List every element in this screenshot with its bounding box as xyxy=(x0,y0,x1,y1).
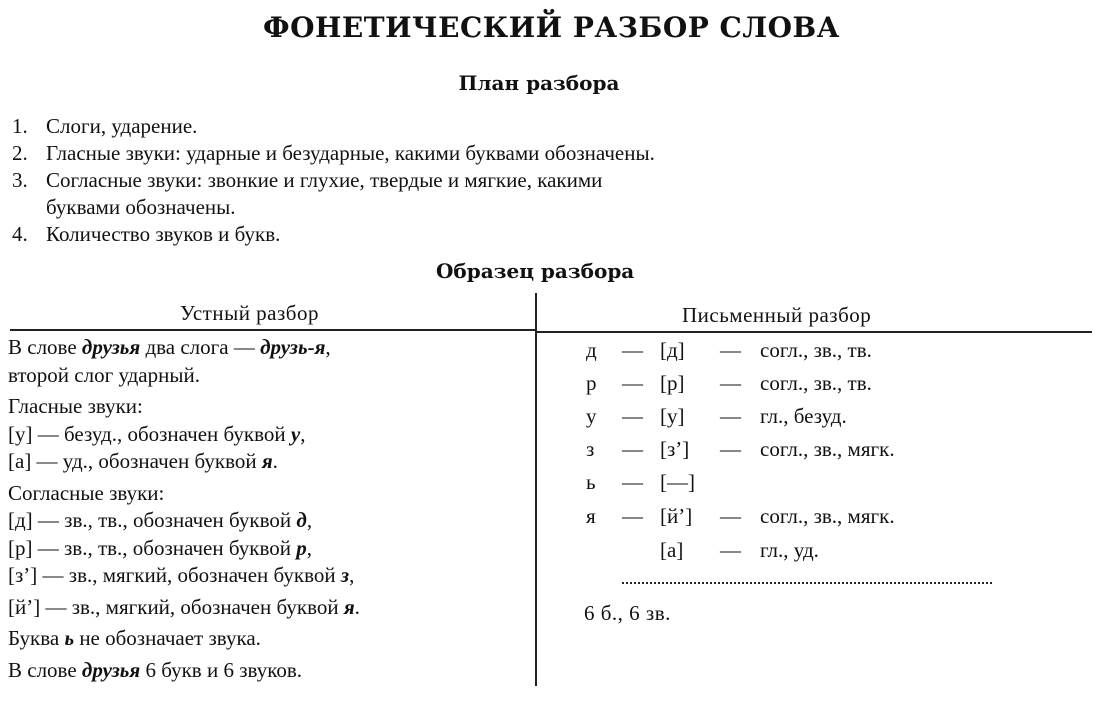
written-sound: [й’] xyxy=(660,504,693,528)
written-letter: д xyxy=(586,338,597,362)
written-sound: [—] xyxy=(660,470,695,494)
written-sound: [д] xyxy=(660,338,685,362)
plan-item xyxy=(12,167,655,194)
oral-line: Буква ь не обозначает звука. xyxy=(8,626,261,650)
written-letter: р xyxy=(586,371,597,395)
written-summary: 6 б., 6 зв. xyxy=(584,601,671,625)
written-dash: — xyxy=(622,470,643,494)
plan-item xyxy=(12,113,655,140)
summary-divider xyxy=(622,582,992,584)
vowels-heading: Гласные звуки: xyxy=(8,394,143,418)
written-dash: — xyxy=(622,504,643,528)
page-title: ФОНЕТИЧЕСКИЙ РАЗБОР СЛОВА xyxy=(263,11,840,44)
written-sound: [з’] xyxy=(660,437,690,461)
written-letter: з xyxy=(586,437,595,461)
oral-line: [у] — безуд., обозначен буквой у, xyxy=(8,421,306,446)
plan-item-number: 3. xyxy=(12,168,28,192)
written-sound: [у] xyxy=(660,404,685,428)
written-dash: — xyxy=(720,371,741,395)
plan-item-number: 4. xyxy=(12,222,28,246)
written-sound: [а] xyxy=(660,538,684,562)
oral-column-heading: Устный разбор xyxy=(180,301,319,325)
table-top-line-left xyxy=(10,329,536,331)
syllable-split: друзь-я xyxy=(260,335,326,359)
oral-analysis xyxy=(8,334,360,684)
written-dash: — xyxy=(622,338,643,362)
oral-line: [а] — уд., обозначен буквой я. xyxy=(8,449,278,473)
letter: я xyxy=(261,449,273,473)
plan-item xyxy=(12,221,655,248)
oral-line: [р] — зв., тв., обозначен буквой р, xyxy=(8,535,312,560)
written-description: согл., зв., тв. xyxy=(760,338,872,362)
example-word: друзья xyxy=(81,335,141,359)
table-column-divider xyxy=(535,293,537,686)
plan-item-text: Количество звуков и букв. xyxy=(46,222,281,246)
plan-item-continuation xyxy=(12,194,655,221)
written-letter: у xyxy=(586,404,597,428)
plan-heading: План разбора xyxy=(458,71,620,95)
oral-line: В слове друзья два слога — друзь-я, xyxy=(8,335,331,359)
plan-item-number: 2. xyxy=(12,141,28,165)
written-dash: — xyxy=(622,371,643,395)
plan-item xyxy=(12,140,655,167)
plan-item-number: 1. xyxy=(12,114,28,138)
example-word: друзья xyxy=(81,657,141,682)
table-top-line-right xyxy=(536,331,1092,333)
plan-item-text: Слоги, ударение. xyxy=(46,114,198,138)
oral-line: второй слог ударный. xyxy=(8,362,200,387)
written-dash: — xyxy=(622,437,643,461)
plan-item-text: Согласные звуки: звонкие и глухие, твердые и мягкие, какими xyxy=(46,168,603,192)
written-column-heading: Письменный разбор xyxy=(682,303,872,327)
written-dash: — xyxy=(622,404,643,428)
written-sound: [р] xyxy=(660,371,685,395)
written-description: гл., безуд. xyxy=(760,404,847,428)
letter: ь xyxy=(64,626,75,650)
consonants-heading: Согласные звуки: xyxy=(8,480,165,505)
letter: з xyxy=(340,563,350,587)
letter: д xyxy=(296,508,307,532)
sample-heading: Образец разбора xyxy=(436,259,635,283)
oral-line: [з’] — зв., мягкий, обозначен буквой з, xyxy=(8,563,355,587)
oral-line: [й’] — зв., мягкий, обозначен буквой я. xyxy=(8,594,360,619)
written-description: согл., зв., мягк. xyxy=(760,437,895,461)
letter: р xyxy=(296,535,307,560)
written-description: согл., зв., тв. xyxy=(760,371,872,395)
oral-line: [д] — зв., тв., обозначен буквой д, xyxy=(8,508,313,532)
written-dash: — xyxy=(720,538,741,562)
letter: я xyxy=(343,594,355,619)
plan-item-text: Гласные звуки: ударные и безударные, какими буквами обозначены. xyxy=(46,141,655,165)
written-letter: ь xyxy=(586,470,596,494)
oral-line: В слове друзья 6 букв и 6 звуков. xyxy=(8,657,303,682)
letter: у xyxy=(290,421,301,446)
written-description: гл., уд. xyxy=(760,538,819,562)
written-dash: — xyxy=(720,338,741,362)
written-letter: я xyxy=(586,504,596,528)
written-dash: — xyxy=(720,437,741,461)
written-dash: — xyxy=(720,504,741,528)
written-dash: — xyxy=(720,404,741,428)
written-description: согл., зв., мягк. xyxy=(760,504,895,528)
plan-item-text: буквами обозначены. xyxy=(46,195,236,219)
plan-list xyxy=(12,113,655,248)
